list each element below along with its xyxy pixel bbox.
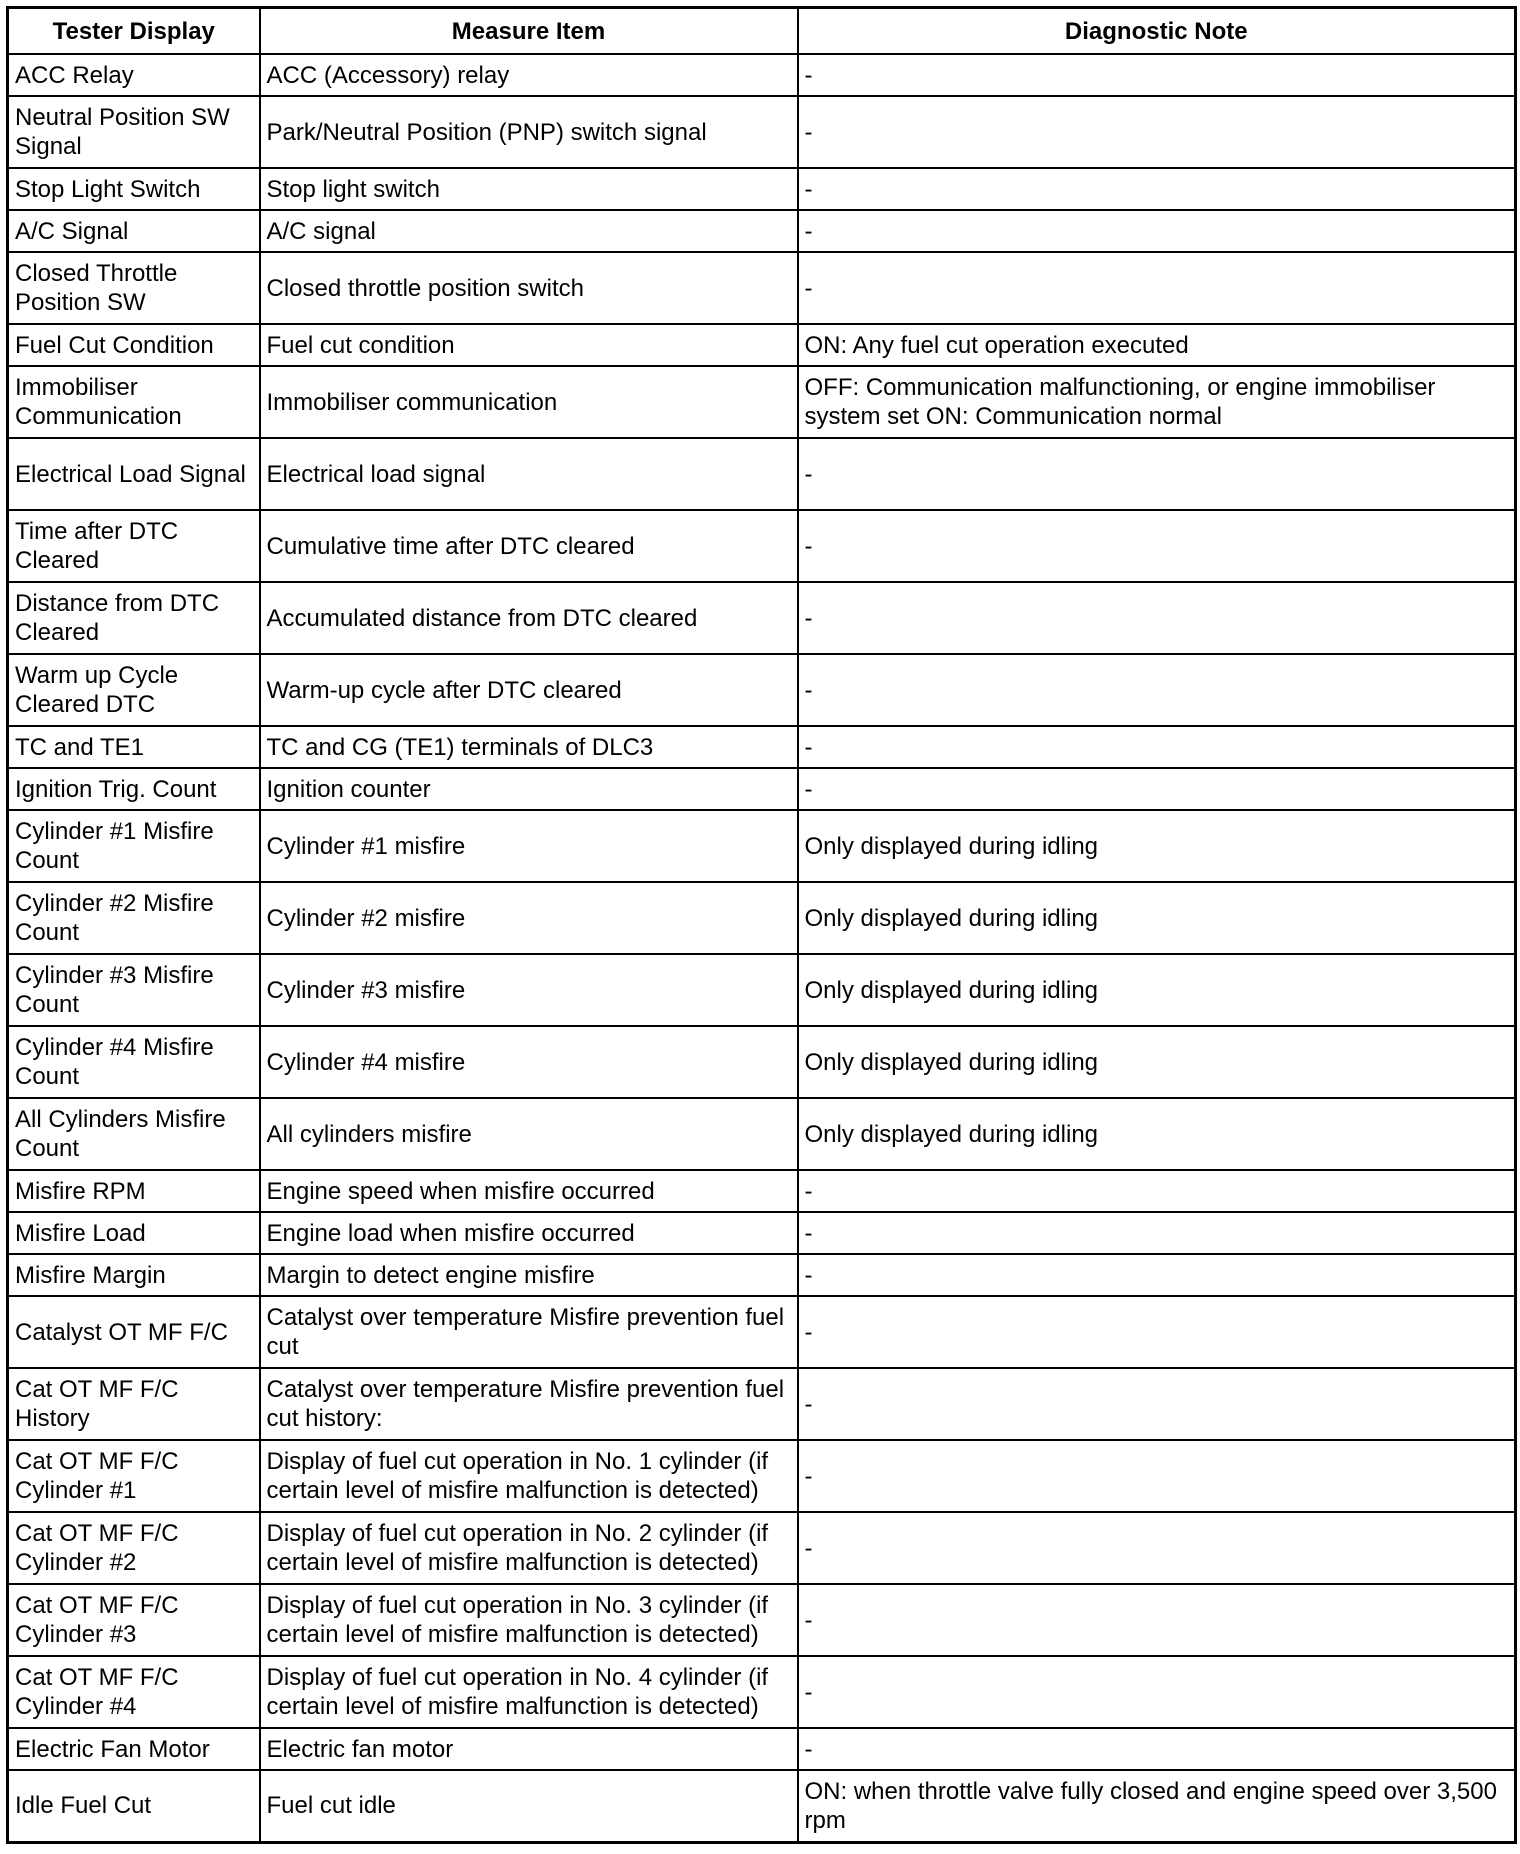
header-diagnostic-note: Diagnostic Note — [798, 8, 1516, 55]
measure-item-cell: Electric fan motor — [260, 1728, 798, 1770]
table-row — [8, 366, 1516, 438]
tester-display-cell: A/C Signal — [8, 210, 260, 252]
tester-display-cell: Electric Fan Motor — [8, 1728, 260, 1770]
diagnostic-note-cell: - — [798, 1368, 1516, 1440]
tester-display-cell: Cat OT MF F/C Cylinder #3 — [8, 1584, 260, 1656]
measure-item-cell: Catalyst over temperature Misfire prevention fuel cut history: — [260, 1368, 798, 1440]
table-row — [8, 1770, 1516, 1842]
table-row — [8, 168, 1516, 210]
diagnostic-note-cell: - — [798, 1584, 1516, 1656]
tester-display-cell: Cat OT MF F/C Cylinder #4 — [8, 1656, 260, 1728]
table-row — [8, 1368, 1516, 1440]
table-row — [8, 810, 1516, 882]
measure-item-cell: Park/Neutral Position (PNP) switch signal — [260, 96, 798, 168]
table-row — [8, 582, 1516, 654]
tester-display-cell: Time after DTC Cleared — [8, 510, 260, 582]
table-row — [8, 1656, 1516, 1728]
diagnostic-note-cell: - — [798, 54, 1516, 96]
diagnostic-note-cell: Only displayed during idling — [798, 954, 1516, 1026]
tester-display-cell: Cat OT MF F/C Cylinder #2 — [8, 1512, 260, 1584]
table-row — [8, 654, 1516, 726]
measure-item-cell: ACC (Accessory) relay — [260, 54, 798, 96]
measure-item-cell: Accumulated distance from DTC cleared — [260, 582, 798, 654]
diagnostic-note-cell: - — [798, 252, 1516, 324]
tester-display-cell: Closed Throttle Position SW — [8, 252, 260, 324]
table-row — [8, 324, 1516, 366]
measure-item-cell: Margin to detect engine misfire — [260, 1254, 798, 1296]
measure-item-cell: Display of fuel cut operation in No. 1 cylinder (if certain level of misfire malfunction is detected) — [260, 1440, 798, 1512]
diagnostic-note-cell: ON: Any fuel cut operation executed — [798, 324, 1516, 366]
diagnostic-note-cell: Only displayed during idling — [798, 1098, 1516, 1170]
diagnostic-note-cell: - — [798, 654, 1516, 726]
measure-item-cell: Closed throttle position switch — [260, 252, 798, 324]
table-row — [8, 1026, 1516, 1098]
table-row — [8, 726, 1516, 768]
table-body — [8, 54, 1516, 1842]
tester-display-cell: Catalyst OT MF F/C — [8, 1296, 260, 1368]
tester-display-cell: TC and TE1 — [8, 726, 260, 768]
tester-display-cell: Electrical Load Signal — [8, 438, 260, 510]
table-row — [8, 438, 1516, 510]
measure-item-cell: Display of fuel cut operation in No. 4 cylinder (if certain level of misfire malfunction is detected) — [260, 1656, 798, 1728]
diagnostic-note-cell: - — [798, 1212, 1516, 1254]
diagnostic-note-cell: - — [798, 1170, 1516, 1212]
measure-item-cell: Cylinder #2 misfire — [260, 882, 798, 954]
measure-item-cell: Cylinder #3 misfire — [260, 954, 798, 1026]
measure-item-cell: Stop light switch — [260, 168, 798, 210]
measure-item-cell: Immobiliser communication — [260, 366, 798, 438]
tester-display-cell: All Cylinders Misfire Count — [8, 1098, 260, 1170]
measure-item-cell: Warm-up cycle after DTC cleared — [260, 654, 798, 726]
tester-display-cell: Misfire RPM — [8, 1170, 260, 1212]
tester-display-cell: Neutral Position SW Signal — [8, 96, 260, 168]
tester-display-cell: Cat OT MF F/C History — [8, 1368, 260, 1440]
table-row — [8, 768, 1516, 810]
measure-item-cell: All cylinders misfire — [260, 1098, 798, 1170]
table-row — [8, 954, 1516, 1026]
tester-display-cell: Cat OT MF F/C Cylinder #1 — [8, 1440, 260, 1512]
measure-item-cell: Cylinder #4 misfire — [260, 1026, 798, 1098]
tester-display-cell: Ignition Trig. Count — [8, 768, 260, 810]
tester-display-cell: Idle Fuel Cut — [8, 1770, 260, 1842]
table-row — [8, 252, 1516, 324]
measure-item-cell: Catalyst over temperature Misfire prevention fuel cut — [260, 1296, 798, 1368]
measure-item-cell: Fuel cut idle — [260, 1770, 798, 1842]
diagnostic-note-cell: - — [798, 1656, 1516, 1728]
diagnostic-note-cell: OFF: Communication malfunctioning, or engine immobiliser system set ON: Communication normal — [798, 366, 1516, 438]
table-row — [8, 1584, 1516, 1656]
table-row — [8, 1296, 1516, 1368]
diagnostic-note-cell: - — [798, 96, 1516, 168]
tester-display-cell: Stop Light Switch — [8, 168, 260, 210]
table-row — [8, 54, 1516, 96]
measure-item-cell: Engine load when misfire occurred — [260, 1212, 798, 1254]
table-row — [8, 1440, 1516, 1512]
table-row — [8, 210, 1516, 252]
table-row — [8, 1254, 1516, 1296]
header-row — [8, 8, 1516, 55]
table-row — [8, 1098, 1516, 1170]
tester-display-cell: Fuel Cut Condition — [8, 324, 260, 366]
table-row — [8, 882, 1516, 954]
tester-display-cell: Cylinder #3 Misfire Count — [8, 954, 260, 1026]
diagnostic-note-cell: Only displayed during idling — [798, 1026, 1516, 1098]
diagnostic-note-cell: - — [798, 768, 1516, 810]
tester-display-cell: Warm up Cycle Cleared DTC — [8, 654, 260, 726]
tester-display-cell: Immobiliser Communication — [8, 366, 260, 438]
diagnostic-note-cell: - — [798, 1254, 1516, 1296]
measure-item-cell: Display of fuel cut operation in No. 2 cylinder (if certain level of misfire malfunction is detected) — [260, 1512, 798, 1584]
measure-item-cell: A/C signal — [260, 210, 798, 252]
table-row — [8, 1728, 1516, 1770]
tester-display-cell: Cylinder #1 Misfire Count — [8, 810, 260, 882]
measure-item-cell: Engine speed when misfire occurred — [260, 1170, 798, 1212]
measure-item-cell: Cylinder #1 misfire — [260, 810, 798, 882]
table-row — [8, 1170, 1516, 1212]
tester-display-cell: Misfire Margin — [8, 1254, 260, 1296]
table-row — [8, 510, 1516, 582]
table-row — [8, 96, 1516, 168]
diagnostic-note-cell: - — [798, 1728, 1516, 1770]
header-tester-display: Tester Display — [8, 8, 260, 55]
header-measure-item: Measure Item — [260, 8, 798, 55]
tester-display-cell: Misfire Load — [8, 1212, 260, 1254]
diagnostic-note-cell: Only displayed during idling — [798, 810, 1516, 882]
measure-item-cell: Display of fuel cut operation in No. 3 cylinder (if certain level of misfire malfunction is detected) — [260, 1584, 798, 1656]
tester-display-cell: Cylinder #4 Misfire Count — [8, 1026, 260, 1098]
measure-item-cell: Cumulative time after DTC cleared — [260, 510, 798, 582]
diagnostic-note-cell: - — [798, 1296, 1516, 1368]
diagnostic-note-cell: - — [798, 726, 1516, 768]
diagnostic-note-cell: - — [798, 1440, 1516, 1512]
diagnostic-note-cell: ON: when throttle valve fully closed and engine speed over 3,500 rpm — [798, 1770, 1516, 1842]
table-row — [8, 1512, 1516, 1584]
measure-item-cell: Ignition counter — [260, 768, 798, 810]
diagnostic-note-cell: Only displayed during idling — [798, 882, 1516, 954]
diagnostic-note-cell: - — [798, 438, 1516, 510]
measure-item-cell: TC and CG (TE1) terminals of DLC3 — [260, 726, 798, 768]
table-row — [8, 1212, 1516, 1254]
data-list-table — [6, 6, 1517, 1844]
diagnostic-note-cell: - — [798, 168, 1516, 210]
tester-display-cell: Distance from DTC Cleared — [8, 582, 260, 654]
measure-item-cell: Fuel cut condition — [260, 324, 798, 366]
measure-item-cell: Electrical load signal — [260, 438, 798, 510]
diagnostic-note-cell: - — [798, 210, 1516, 252]
tester-display-cell: ACC Relay — [8, 54, 260, 96]
diagnostic-note-cell: - — [798, 510, 1516, 582]
diagnostic-note-cell: - — [798, 582, 1516, 654]
tester-display-cell: Cylinder #2 Misfire Count — [8, 882, 260, 954]
diagnostic-note-cell: - — [798, 1512, 1516, 1584]
